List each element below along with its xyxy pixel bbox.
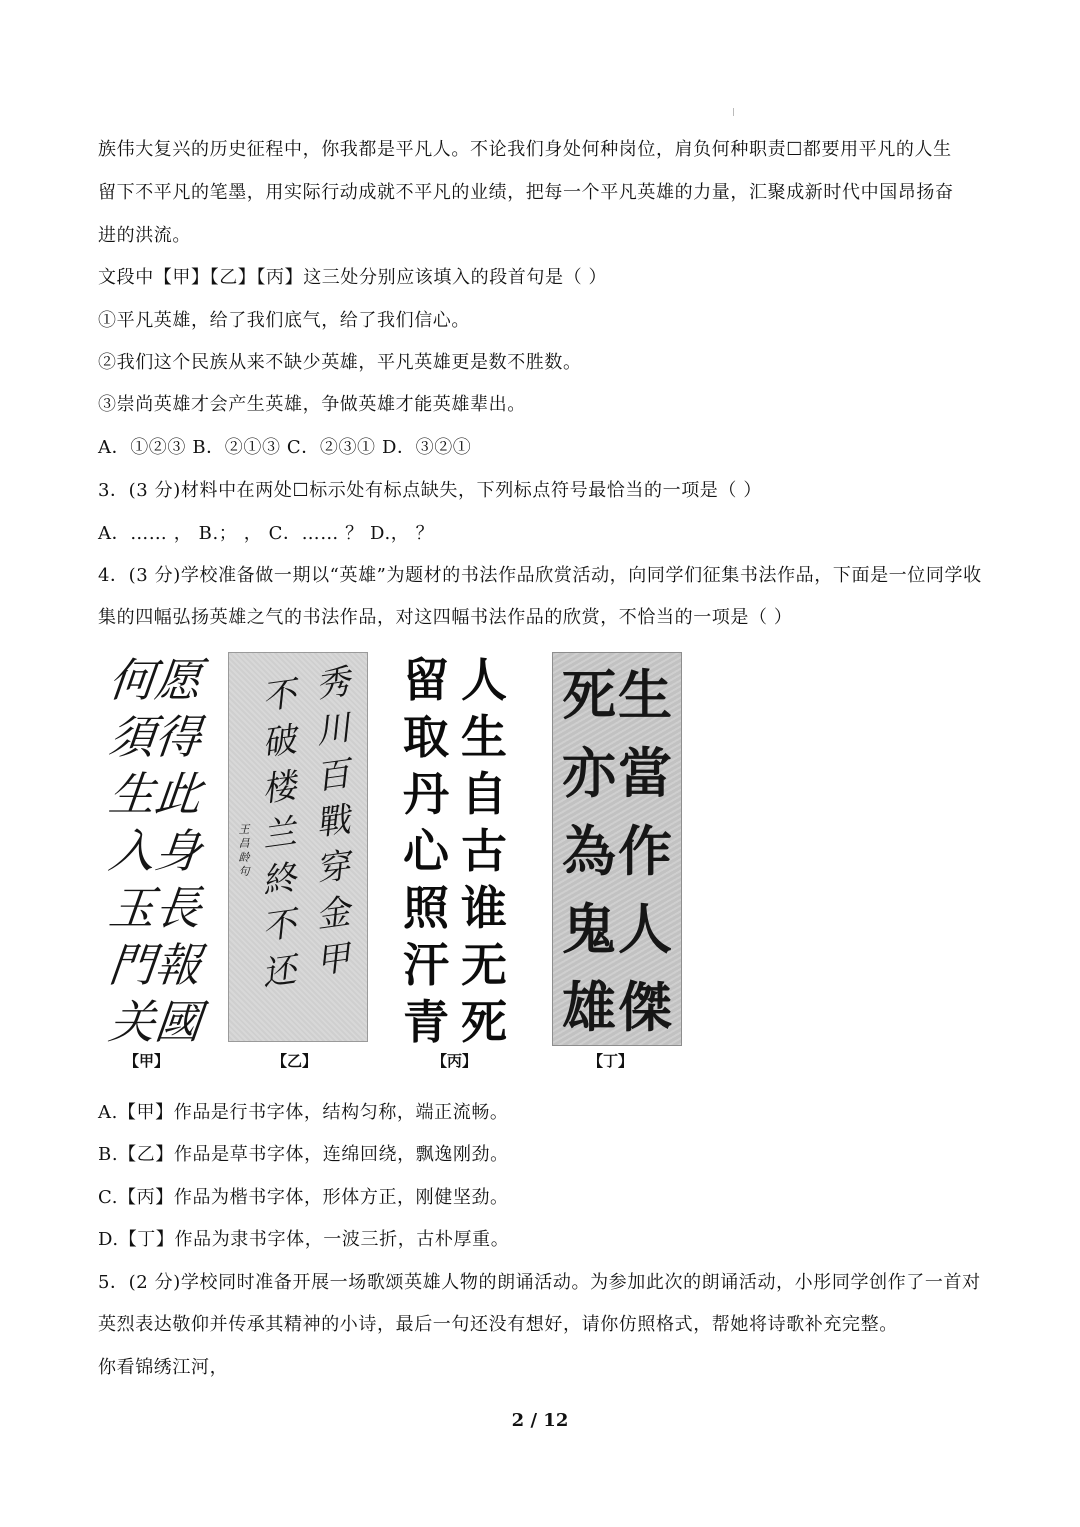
calligraphy-char: 生 [106,767,158,821]
calligraphy-char: 破 [259,719,299,765]
calligraphy-char: 須 [106,710,158,764]
calligraphy-jia-right-column [150,652,206,1051]
calligraphy-char: 長 [152,881,204,935]
calligraphy-char: 入 [106,824,158,878]
calligraphy-char: 愿 [152,653,204,707]
calligraphy-yi-right-column [313,661,353,983]
calligraphy-ding-left-column [558,656,620,1046]
calligraphy-char: 丹 [403,767,449,821]
calligraphy-char: 心 [403,824,449,878]
q2-sentence-1: ①平凡英雄，给了我们底气，给了我们信心。 [98,310,470,331]
calligraphy-char: 作 [618,819,672,883]
q5-stem-line-1: 5．(2 分)学校同时准备开展一场歌颂英雄人物的朗诵活动。为参加此次的朗诵活动，小彤同学创作了一首对 [98,1272,981,1293]
calligraphy-char: 何 [106,653,158,707]
calligraphy-char: 照 [403,881,449,935]
calligraphy-char: 楼 [259,765,299,811]
calligraphy-char: 甲 [313,937,353,983]
q4-option-a: A.【甲】作品是行书字体，结构匀称，端正流畅。 [98,1102,509,1123]
calligraphy-char: 取 [403,710,449,764]
calligraphy-char: 川 [313,707,353,753]
calligraphy-char: 汗 [403,938,449,992]
q2-stem: 文段中【甲】【乙】【丙】这三处分别应该填入的段首句是（ ） [98,267,608,288]
calligraphy-char: 人 [461,653,507,707]
q4-option-c: C.【丙】作品为楷书字体，形体方正，刚健坚劲。 [98,1187,509,1208]
q2-options: A．①②③ B．②①③ C．②③① D．③②① [98,437,472,458]
q5-poem-first-line: 你看锦绣江河， [98,1357,229,1378]
q2-sentence-2: ②我们这个民族从来不缺少英雄，平凡英雄更是数不胜数。 [98,352,582,373]
calligraphy-ding-right-column [614,656,676,1046]
q2-sentence-3: ③崇尚英雄才会产生英雄，争做英雄才能英雄辈出。 [98,394,526,415]
calligraphy-char: 當 [618,741,672,805]
calligraphy-yi [228,652,368,1042]
calligraphy-char: 不 [259,673,299,719]
calligraphy-char: 身 [152,824,204,878]
caption-jia: 【甲】 [124,1052,170,1070]
intro-line-1: 族伟大复兴的历史征程中，你我都是平凡人。不论我们身处何种岗位，肩负何种职责☐都要用平凡的人生 [98,139,952,160]
calligraphy-char: 玉 [106,881,158,935]
calligraphy-char: 兰 [259,811,299,857]
calligraphy-char: 生 [618,663,672,727]
caption-ding: 【丁】 [588,1052,634,1070]
calligraphy-char: 自 [461,767,507,821]
calligraphy-char: 終 [259,857,299,903]
calligraphy-char: 傑 [618,975,672,1039]
q3-options: A．…… ， B.； ， C．…… ？ D.， ？ [98,523,435,544]
calligraphy-char: 人 [618,897,672,961]
calligraphy-char: 報 [152,938,204,992]
calligraphy-char: 門 [106,938,158,992]
signature-char: 句 [238,865,250,878]
calligraphy-char: 谁 [461,881,507,935]
calligraphy-yi-left-column [259,673,299,995]
calligraphy-char: 金 [313,891,353,937]
q3-stem: 3．(3 分)材料中在两处☐标示处有标点缺失，下列标点符号最恰当的一项是（ ） [98,480,762,501]
signature-char: 王 [238,823,250,836]
calligraphy-char: 不 [259,903,299,949]
calligraphy-char: 死 [461,995,507,1049]
q4-option-d: D.【丁】作品为隶书字体，一波三折，古朴厚重。 [98,1229,510,1250]
calligraphy-char: 為 [562,819,616,883]
calligraphy-char: 秀 [313,661,353,707]
calligraphy-char: 无 [461,938,507,992]
calligraphy-bing-right-column [456,652,512,1051]
calligraphy-char: 还 [259,949,299,995]
calligraphy-char: 关 [106,995,158,1049]
calligraphy-char: 國 [152,995,204,1049]
calligraphy-char: 得 [152,710,204,764]
q4-option-b: B.【乙】作品是草书字体，连绵回绕，飘逸刚劲。 [98,1144,509,1165]
q5-stem-line-2: 英烈表达敬仰并传承其精神的小诗，最后一句还没有想好，请你仿照格式，帮她将诗歌补充完整。 [98,1314,898,1335]
intro-line-3: 进的洪流。 [98,225,191,246]
caption-bing: 【丙】 [432,1052,478,1070]
calligraphy-yi-signature [235,823,253,879]
calligraphy-char: 雄 [562,975,616,1039]
signature-char: 龄 [238,851,250,864]
calligraphy-char: 此 [152,767,204,821]
signature-char: 昌 [238,837,250,850]
calligraphy-bing-left-column [398,652,454,1051]
calligraphy-char: 亦 [562,741,616,805]
q4-stem-line-1: 4．(3 分)学校准备做一期以“英雄”为题材的书法作品欣赏活动，向同学们征集书法作品，下面是一位同学收 [98,565,982,586]
calligraphy-char: 戰 [313,799,353,845]
scan-mark [733,108,734,116]
caption-yi: 【乙】 [272,1052,318,1070]
calligraphy-char: 鬼 [562,897,616,961]
calligraphy-char: 古 [461,824,507,878]
calligraphy-char: 百 [313,753,353,799]
calligraphy-char: 死 [562,663,616,727]
calligraphy-char: 青 [403,995,449,1049]
page-number: 2 / 12 [511,1410,569,1431]
q4-stem-line-2: 集的四幅弘扬英雄之气的书法作品，对这四幅书法作品的欣赏，不恰当的一项是（ ） [98,607,793,628]
calligraphy-char: 穿 [313,845,353,891]
calligraphy-char: 生 [461,710,507,764]
intro-line-2: 留下不平凡的笔墨，用实际行动成就不平凡的业绩，把每一个平凡英雄的力量，汇聚成新时代中国昂扬奋 [98,182,954,203]
calligraphy-char: 留 [403,653,449,707]
